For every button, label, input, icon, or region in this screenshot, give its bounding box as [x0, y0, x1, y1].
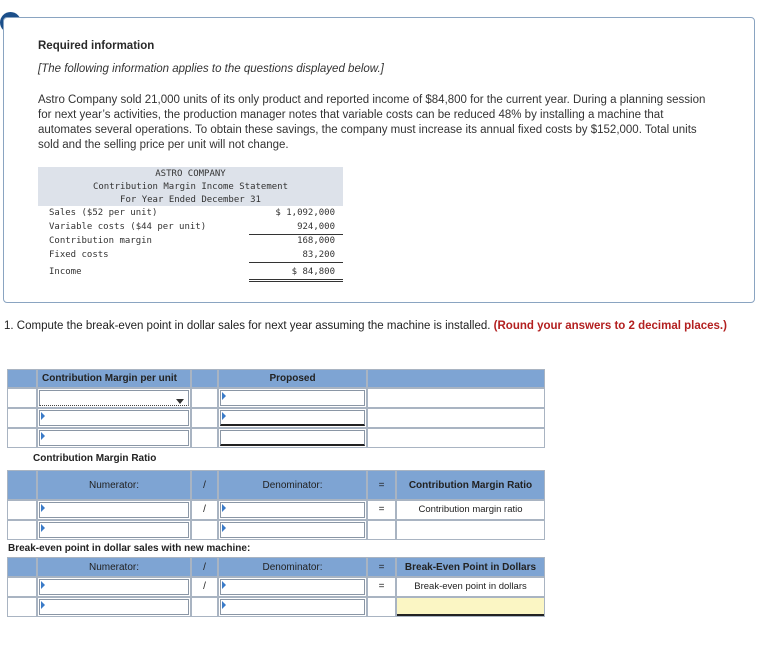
- row-label: Variable costs ($44 per unit): [49, 222, 207, 232]
- row-label: Contribution margin: [49, 236, 152, 246]
- row-value: 168,000: [297, 236, 335, 246]
- be-header: Break-Even Point in Dollars: [404, 562, 537, 573]
- row-label: Fixed costs: [49, 250, 109, 260]
- header-cell: [7, 470, 37, 500]
- info-paragraph: Astro Company sold 21,000 units of its only product and reported income of $84,800 for the current year. During a planning session for next year’s activities, the production manager notes that variable costs can be reduced 48% by installing a machine that automates several operations. To obtain these savings, the company must increase its annual fixed costs by $152,000. Total units sold and the selling price per unit will not change.: [38, 94, 706, 151]
- proposed-input-2[interactable]: [220, 410, 365, 426]
- be-header-cell: [396, 557, 545, 577]
- question-instruction: (Round your answers to 2 decimal places.): [493, 320, 727, 332]
- required-information-panel: [3, 17, 755, 303]
- divide-symbol: /: [203, 581, 206, 592]
- input-marker-icon: [222, 392, 226, 400]
- input-marker-icon: [222, 524, 226, 532]
- row-label: Income: [49, 267, 82, 277]
- divide-header-cell: [191, 470, 218, 500]
- cm-ratio-result-label: Contribution margin ratio: [418, 504, 523, 515]
- input-marker-icon: [41, 412, 45, 420]
- proposed-header-cell: [218, 369, 367, 388]
- statement-row-fixed-costs: [38, 248, 343, 262]
- row-value: $ 84,800: [249, 265, 343, 282]
- equals-symbol: =: [378, 504, 385, 515]
- table-cell: [396, 520, 545, 540]
- table-cell: [367, 388, 545, 408]
- header-cell: [367, 369, 545, 388]
- row-value: 924,000: [249, 220, 343, 235]
- table-cell: [396, 577, 545, 597]
- divide-symbol: /: [203, 562, 206, 573]
- statement-period: For Year Ended December 31: [120, 195, 261, 205]
- be-denominator-input[interactable]: [220, 599, 365, 615]
- statement-company: ASTRO COMPANY: [155, 169, 226, 179]
- table-cell: [218, 520, 367, 540]
- be-numerator-label-input[interactable]: [39, 579, 189, 595]
- denominator-header-cell: [218, 470, 367, 500]
- proposed-input-3[interactable]: [220, 430, 365, 446]
- be-denominator-header-cell: [218, 557, 367, 577]
- divide-symbol: /: [203, 480, 206, 491]
- cm-per-unit-header-cell: [37, 369, 191, 388]
- proposed-input-1[interactable]: [220, 390, 365, 406]
- cm-per-unit-header: Contribution Margin per unit: [42, 373, 177, 384]
- input-marker-icon: [41, 432, 45, 440]
- equals-header-cell: [367, 470, 396, 500]
- statement-row-variable-costs: [38, 220, 343, 234]
- numerator-label: Numerator:: [88, 480, 139, 491]
- cm-label-dropdown[interactable]: [39, 390, 189, 406]
- table-cell: [218, 408, 367, 428]
- table-cell: [396, 500, 545, 520]
- proposed-header: Proposed: [269, 373, 316, 384]
- cm-ratio-denominator-label-input[interactable]: [220, 502, 365, 518]
- table-cell: [7, 388, 37, 408]
- cm-ratio-numerator-input[interactable]: [39, 522, 189, 538]
- table-cell: [7, 408, 37, 428]
- input-marker-icon: [41, 581, 45, 589]
- info-title: Required information: [38, 40, 155, 52]
- input-marker-icon: [222, 601, 226, 609]
- input-marker-icon: [41, 524, 45, 532]
- header-cell: [7, 369, 37, 388]
- table-cell: [7, 500, 37, 520]
- be-numerator-input[interactable]: [39, 599, 189, 615]
- input-marker-icon: [41, 504, 45, 512]
- table-cell: [37, 408, 191, 428]
- equals-symbol: =: [378, 480, 385, 491]
- table-cell: [191, 597, 218, 617]
- statement-row-sales: [38, 206, 343, 220]
- statement-header: [38, 167, 343, 206]
- table-cell: [37, 428, 191, 448]
- table-cell: [218, 388, 367, 408]
- table-cell: [191, 520, 218, 540]
- break-even-title: Break-even point in dollar sales with new machine:: [8, 543, 251, 554]
- info-note: [The following information applies to the questions displayed below.]: [38, 63, 384, 75]
- table-cell: [367, 428, 545, 448]
- table-cell: [191, 388, 218, 408]
- cm-ratio-title: Contribution Margin Ratio: [33, 453, 157, 464]
- statement-name: Contribution Margin Income Statement: [92, 182, 289, 192]
- input-marker-icon: [222, 412, 226, 420]
- cm-per-unit-label-input[interactable]: [39, 430, 189, 446]
- table-cell: [37, 500, 191, 520]
- header-cell: [7, 557, 37, 577]
- row-value: $ 1,092,000: [275, 208, 335, 218]
- denominator-label: Denominator:: [262, 562, 323, 573]
- table-cell: [7, 428, 37, 448]
- table-cell: [37, 597, 191, 617]
- row-value: 83,200: [249, 248, 343, 263]
- be-numerator-header-cell: [37, 557, 191, 577]
- table-cell: [191, 408, 218, 428]
- question-body: 1. Compute the break-even point in dollar sales for next year assuming the machine is installed.: [4, 320, 491, 332]
- question-text: [4, 319, 764, 334]
- numerator-label: Numerator:: [88, 562, 139, 573]
- cm-ratio-header: Contribution Margin Ratio: [408, 480, 533, 491]
- divide-symbol: /: [203, 504, 206, 515]
- numerator-header-cell: [37, 470, 191, 500]
- table-cell: [367, 520, 396, 540]
- table-cell: [191, 577, 218, 597]
- table-cell: [7, 520, 37, 540]
- table-cell: [218, 597, 367, 617]
- table-cell: [191, 428, 218, 448]
- divide-header-cell: [191, 557, 218, 577]
- row-label: Sales ($52 per unit): [49, 208, 158, 218]
- equals-symbol: =: [378, 562, 385, 573]
- table-cell: [367, 577, 396, 597]
- table-cell: [7, 577, 37, 597]
- table-cell: [367, 408, 545, 428]
- equals-header-cell: [367, 557, 396, 577]
- header-cell: [191, 369, 218, 388]
- table-cell: [396, 597, 545, 617]
- cm-label-input[interactable]: [39, 410, 189, 426]
- input-marker-icon: [222, 581, 226, 589]
- table-cell: [37, 388, 191, 408]
- input-marker-icon: [41, 601, 45, 609]
- table-cell: [191, 500, 218, 520]
- input-marker-icon: [222, 504, 226, 512]
- chevron-down-icon[interactable]: [176, 399, 184, 404]
- statement-row-contribution-margin: [38, 234, 343, 248]
- table-cell: [37, 577, 191, 597]
- be-result-label: Break-even point in dollars: [414, 581, 527, 592]
- cm-ratio-numerator-label-input[interactable]: [39, 502, 189, 518]
- be-denominator-label-input[interactable]: [220, 579, 365, 595]
- table-cell: [218, 500, 367, 520]
- cm-ratio-header-cell: [396, 470, 545, 500]
- equals-symbol: =: [378, 581, 385, 592]
- table-cell: [218, 577, 367, 597]
- table-cell: [37, 520, 191, 540]
- income-statement: [38, 167, 343, 285]
- denominator-label: Denominator:: [262, 480, 323, 491]
- cm-ratio-denominator-input[interactable]: [220, 522, 365, 538]
- be-answer-input[interactable]: [397, 598, 544, 616]
- table-cell: [367, 500, 396, 520]
- table-cell: [218, 428, 367, 448]
- table-cell: [367, 597, 396, 617]
- table-cell: [7, 597, 37, 617]
- statement-row-income: [38, 265, 343, 279]
